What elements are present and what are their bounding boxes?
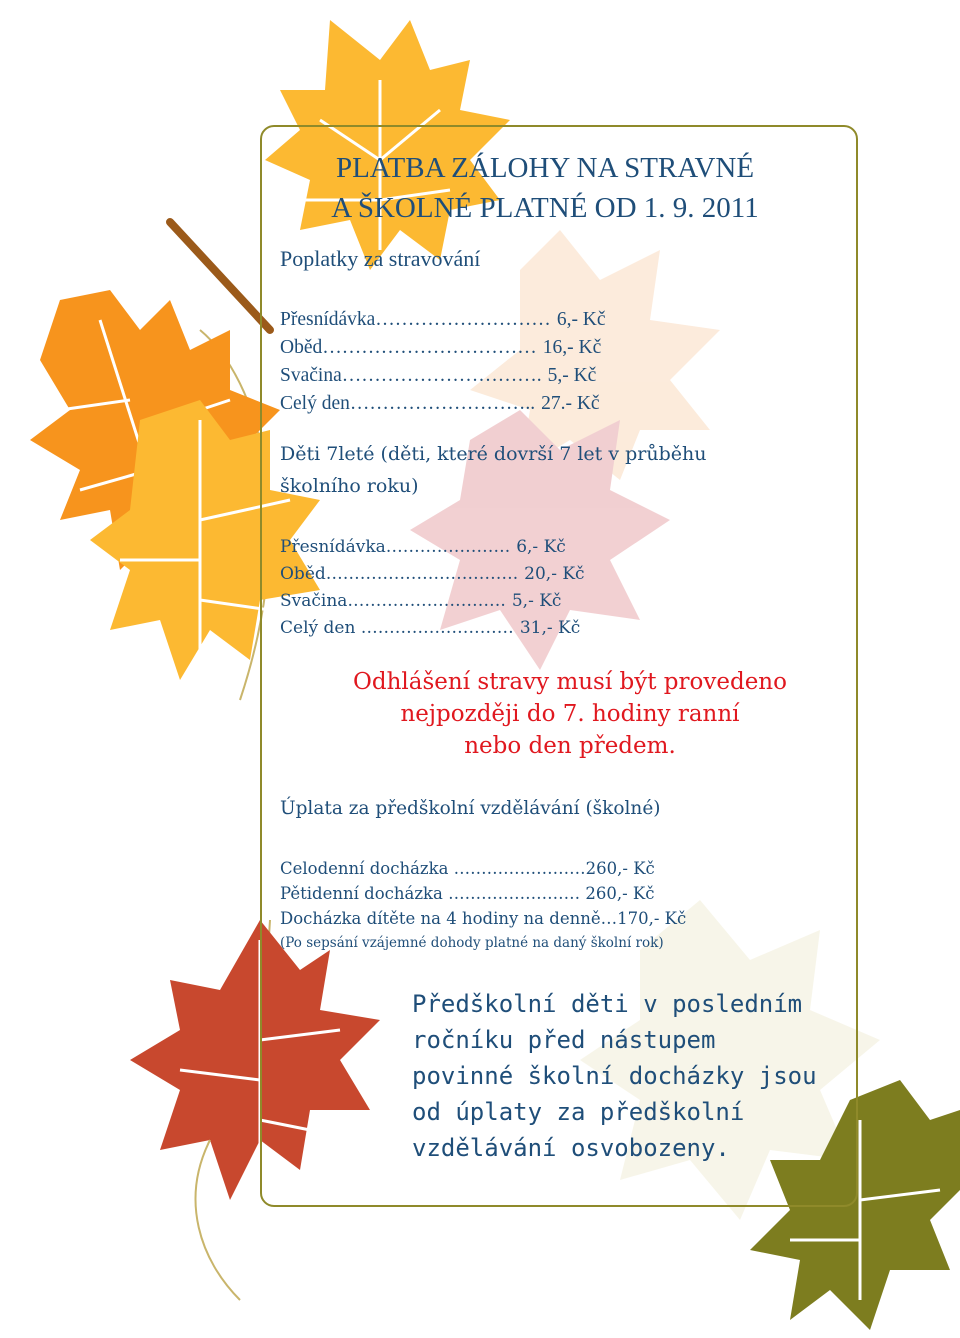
final-line5: vzdělávání osvobozeny. [412, 1134, 730, 1162]
uplata-heading: Úplata za předškolní vzdělávání (školné) [280, 798, 661, 819]
uplata-note: (Po sepsání vzájemné dohody platné na daný školní rok) [280, 935, 664, 951]
page-title-line1: PLATBA ZÁLOHY NA STRAVNÉ [335, 152, 755, 184]
page-title [280, 148, 810, 228]
list-item: Celý den ……………………… 31,- Kč [280, 618, 581, 638]
poplatky-list [280, 306, 606, 418]
final-line2: ročníku před nástupem [412, 1026, 716, 1054]
list-item: Celodenní docházka ……………………260,- Kč [280, 859, 655, 878]
content-area [280, 148, 860, 1162]
list-item: Oběd…………………………… 16,- Kč [280, 337, 602, 358]
list-item: Docházka dítěte na 4 hodiny na denně…170,- Kč [280, 909, 687, 928]
poplatky-heading: Poplatky za stravování [280, 246, 481, 271]
warning-line2: nejpozději do 7. hodiny ranní [400, 701, 740, 727]
uplata-list [280, 856, 686, 931]
predskolni-info [412, 986, 862, 1166]
deti-list [280, 534, 585, 642]
deti-heading-line2: školního roku) [280, 475, 419, 497]
warning-line1: Odhlášení stravy musí být provedeno [353, 669, 787, 695]
final-line4: od úplaty za předškolní [412, 1098, 745, 1126]
deti-heading [280, 438, 865, 502]
deti-heading-line1: Děti 7leté (děti, které dovrší 7 let v průběhu [280, 443, 707, 465]
odhlaseni-warning [280, 666, 860, 762]
list-item: Pětidenní docházka …………………… 260,- Kč [280, 884, 655, 903]
list-item: Svačina………………………. 5,- Kč [280, 591, 562, 611]
final-line1: Předškolní děti v posledním [412, 990, 803, 1018]
list-item: Celý den……………………….. 27.- Kč [280, 393, 600, 414]
list-item: Svačina…………………………. 5,- Kč [280, 365, 597, 386]
warning-line3: nebo den předem. [464, 733, 676, 759]
leaf-stem-icon [170, 222, 270, 330]
list-item: Přesnídávka……………………… 6,- Kč [280, 309, 606, 330]
page-title-line2: A ŠKOLNÉ PLATNÉ OD 1. 9. 2011 [331, 192, 759, 224]
list-item: Oběd……………………………. 20,- Kč [280, 564, 585, 584]
list-item: Přesnídávka…………………. 6,- Kč [280, 537, 566, 557]
final-line3: povinné školní docházky jsou [412, 1062, 817, 1090]
